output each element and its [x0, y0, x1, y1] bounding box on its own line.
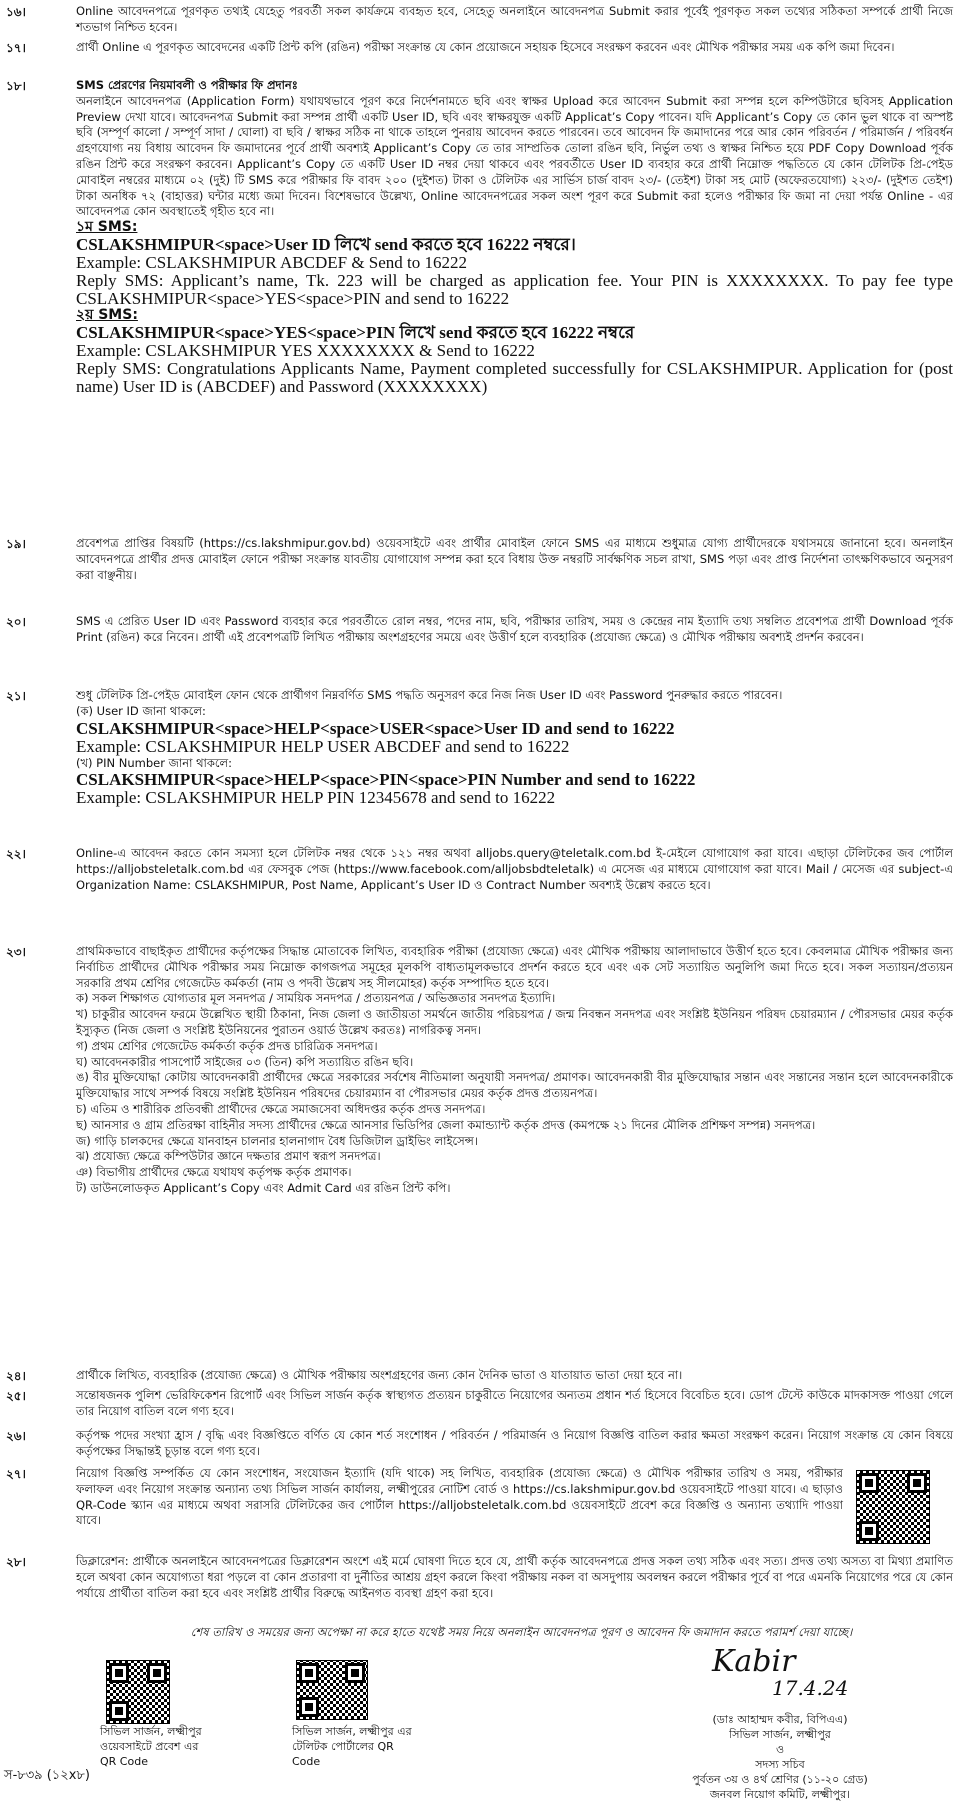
caption-line: সিভিল সার্জন, লক্ষ্মীপুর এর: [292, 1725, 412, 1738]
qr-left-caption: [100, 1724, 202, 1769]
clause-number: ২৭।: [6, 1467, 26, 1481]
sms1-example: Example: CSLAKSHMIPUR ABCDEF & Send to 16222: [76, 252, 468, 272]
sms2-heading: ২য় SMS:: [76, 306, 138, 323]
qr-code-icon: [296, 1660, 368, 1720]
caption-line: QR Code: [100, 1755, 148, 1768]
signatory-block: [610, 1712, 950, 1802]
clause-number: ২৮।: [6, 1555, 26, 1569]
caption-line: ওয়েবসাইটে প্রবেশ এর: [100, 1740, 199, 1753]
closing-note: শেষ তারিখ ও সময়ের জন্য অপেক্ষা না করে হাতে যথেষ্ট সময় নিয়ে অনলাইন আবেদনপত্র পূরণ ও আবেদন ফি জমাদান করতে পরামর্শ দেয়া যাচ্ছে।: [190, 1625, 853, 1639]
caption-line: সিভিল সার্জন, লক্ষ্মীপুর: [100, 1725, 202, 1738]
clause-number: ১৭।: [6, 41, 26, 55]
pin-label: (খ) PIN Number জানা থাকলে:: [76, 755, 232, 770]
signature-date: 17.4.24: [772, 1676, 849, 1700]
clause-number: ২৪।: [6, 1369, 26, 1383]
user-id-line: CSLAKSHMIPUR<space>HELP<space>USER<space>User ID and send to 16222: [76, 718, 675, 738]
qr-code-icon: [856, 1470, 930, 1544]
clause-text: নিয়োগ বিজ্ঞপ্তি সম্পর্কিত যে কোন সংশোধন, সংযোজন ইত্যাদি (যদি থাকে) সহ লিখিত, ব্যবহারিক (প্রযোজ্য ক্ষেত্রে) ও মৌখিক পরীক্ষার তারিখ ও সময়, পরীক্ষার ফলাফল এবং নিয়োগ সংক্রান্ত অন্যান্য তথ্য সিভিল সার্জন কার্যালয়, লক্ষ্মীপুরের নোটিশ বোর্ড ও https://cs.lakshmipur.gov.bd ওয়েবসাইটে পাওয়া যাবে। এ ছাড়াও QR-Code স্ক্যান এর মাধ্যমে অথবা সরাসরি টেলিটকের জব পোর্টাল https://alljobsteletalk.com.bd ওয়েবসাইটে প্রবেশ করে বিজ্ঞপ্তি ও অন্যান্য তথ্যাদি পাওয়া যাবে।: [76, 1466, 843, 1528]
clause-number: ২৫।: [6, 1389, 26, 1403]
doc-list-item: গ) প্রথম শ্রেণির গেজেটেড কর্মকর্তা কর্তৃক প্রদত্ত চারিত্রিক সনদপত্র।: [76, 1038, 378, 1053]
clause-text: প্রার্থী Online এ পূরণকৃত আবেদনের একটি প্রিন্ট কপি (রঙিন) পরীক্ষা সংক্রান্ত যে কোন প্রয়োজনে সহায়ক হিসেবে সংরক্ষণ করবেন এবং মৌখিক পরীক্ষার সময় এক কপি জমা দিবেন।: [76, 40, 895, 54]
sms2-example: Example: CSLAKSHMIPUR YES XXXXXXXX & Send to 16222: [76, 340, 535, 360]
clause-number: ২৬।: [6, 1429, 26, 1443]
clause-title: SMS প্রেরণের নিয়মাবলী ও পরীক্ষার ফি প্রদানঃ: [76, 78, 298, 92]
qr-code-icon: [106, 1660, 170, 1724]
doc-list-item: ঝ) প্রযোজ্য ক্ষেত্রে কম্পিউটার জ্ঞানে দক্ষতার প্রমাণ স্বরূপ সনদপত্র।: [76, 1149, 381, 1164]
pin-example: Example: CSLAKSHMIPUR HELP PIN 12345678 and send to 16222: [76, 788, 556, 808]
clause-text: SMS এ প্রেরিত User ID এবং Password ব্যবহার করে পরবর্তীতে রোল নম্বর, পদের নাম, ছবি, পরীক্ষার তারিখ, সময় ও কেন্দ্রের নাম ইত্যাদি তথ্য সম্বলিত প্রবেশপত্র প্রার্থী Download পূর্বক Print (রঙিন) করে নিবেন। প্রার্থী এই প্রবেশপত্রটি লিখিত পরীক্ষায় অংশগ্রহণের সময়ে এবং উত্তীর্ণ হলে ব্যবহারিক (প্রযোজ্য ক্ষেত্রে) ও মৌখিক পরীক্ষায় অবশ্যই প্রদর্শন করবেন।: [76, 614, 953, 644]
committee-line: জনবল নিয়োগ কমিটি, লক্ষ্মীপুর।: [709, 1788, 851, 1801]
caption-line: Code: [292, 1755, 321, 1768]
doc-list-item: জ) গাড়ি চালকদের ক্ষেত্রে যানবাহন চালনার হালনাগাদ বৈধ ডিজিটাল ড্রাইভিং লাইসেন্স।: [76, 1133, 478, 1148]
clause-text: প্রার্থীকে লিখিত, ব্যবহারিক (প্রযোজ্য ক্ষেত্রে) ও মৌখিক পরীক্ষায় অংশগ্রহণের জন্য কোন দৈনিক ভাতা ও যাতায়াত ভাতা দেয়া হবে না।: [76, 1368, 683, 1382]
clause-number: ২৩।: [6, 945, 26, 959]
doc-list-item: ঘ) আবেদনকারীর পাসপোর্ট সাইজের ০৩ (তিন) কপি সত্যায়িত রঙিন ছবি।: [76, 1054, 414, 1069]
sms2-line: CSLAKSHMIPUR<space>YES<space>PIN লিখে send করতে হবে 16222 নম্বরে: [76, 322, 635, 342]
clause-text: প্রবেশপত্র প্রাপ্তির বিষয়টি (https://cs.lakshmipur.gov.bd) ওয়েবসাইটে এবং প্রার্থীর মোবাইল ফোনে SMS এর মাধ্যমে শুধুমাত্র যোগ্য প্রার্থীদেরকে যথাসময়ে জানানো হবে। অনলাইন আবেদনপত্রে প্রার্থীর প্রদত্ত মোবাইল ফোনে পরীক্ষা সংক্রান্ত যাবতীয় যোগাযোগ সম্পন্ন করা হবে বিধায় উক্ত নম্বরটি সার্বক্ষণিক সচল রাখা, SMS পড়া এবং প্রাপ্ত নির্দেশনা তাৎক্ষণিকভাবে অনুসরণ করা বাঞ্ছনীয়।: [76, 536, 953, 582]
signatory-name: (ডাঃ আহাম্মদ কবীর, বিপিএএ): [712, 1713, 848, 1726]
footer-code: স-৮৩৯ (১২x৮): [4, 1768, 90, 1783]
clause-number: ২১।: [6, 689, 26, 703]
clause-text: কর্তৃপক্ষ পদের সংখ্যা হ্রাস / বৃদ্ধি এবং বিজ্ঞপ্তিতে বর্ণিত যে কোন শর্ত সংশোধন / পরিবর্তন / পরিমার্জন ও নিয়োগ বিজ্ঞপ্তি বাতিল করার ক্ষমতা সংরক্ষণ করেন। নিয়োগ সংক্রান্ত যে কোন বিষয়ে কর্তৃপক্ষের সিদ্ধান্তই চূড়ান্ত বলে গণ্য হবে।: [76, 1428, 953, 1458]
clause-text: অনলাইনে আবেদনপত্র (Application Form) যথাযথভাবে পূরণ করে নির্দেশনামতে ছবি এবং স্বাক্ষর Upload করে আবেদন Submit করা সম্পন্ন হলে কম্পিউটারে ছবিসহ Application Preview দেখা যাবে। আবেদনপত্র Submit করা সম্পন্ন প্রার্থী একটি User ID, ছবি এবং স্বাক্ষরযুক্ত একটি Applicat’s Copy পাবেন। যদি Applicant’s Copy তে কোন ভুল থাকে বা অস্পষ্ট ছবি (সম্পূর্ণ কালো / সম্পূর্ণ সাদা / ঘোলা) বা ছবি / স্বাক্ষর সঠিক না থাকে তাহলে পুনরায় আবেদন করতে পারবেন। তবে আবেদন ফি জমাদানের পরে আর কোন পরিবর্তন / পরিমার্জন / পরিবর্ধন গ্রহণযোগ্য নয় বিধায় আবেদন ফি জমাদানের পূর্বে প্রার্থী অবশ্যই Applicant’s Copy তে তার সাম্প্রতিক তোলা রঙিন ছবি, নির্ভুল তথ্য ও স্বাক্ষর নিশ্চিত হয়ে PDF Copy Download পূর্বক রঙিন প্রিন্ট করে সংরক্ষণ করবেন। Applicant’s Copy তে একটি User ID নম্বর দেয়া থাকবে এবং পরবর্তীতে User ID ব্যবহার করে প্রার্থী নিম্নোক্ত পদ্ধতিতে যে কোন টেলিটক প্রি-পেইড মোবাইল নম্বরের মাধ্যমে ০২ (দুই) টি SMS করে পরীক্ষার ফি বাবদ ২০০ (দুইশত) টাকা ও টেলিটক এর সার্ভিস চার্জ বাবদ ২৩/- (তেইশ) টাকা সহ মোট (অফেরতযোগ্য) ২২৩/- (দুইশত তেইশ) টাকা অনধিক ৭২ (বাহাত্তর) ঘন্টার মধ্যে জমা দিবেন। বিশেষভাবে উল্লেখ্য, Online আবেদনপত্রের সকল অংশ পূরণ করে Submit করা হলেও পরীক্ষার ফি জমা না দেয়া পর্যন্ত Online - এর আবেদনপত্র কোন অবস্থাতেই গৃহীত হবে না।: [76, 93, 953, 219]
doc-list-item: চ) এতিম ও শারীরিক প্রতিবন্ধী প্রার্থীদের ক্ষেত্রে সমাজসেবা অধিদপ্তর কর্তৃক প্রদত্ত সনদপত্র।: [76, 1101, 486, 1116]
clause-number: ২২।: [6, 847, 26, 861]
signatory-title: সিভিল সার্জন, লক্ষ্মীপুর: [729, 1728, 831, 1741]
user-id-label: (ক) User ID জানা থাকলে:: [76, 703, 206, 718]
clause-text: শুধু টেলিটক প্রি-পেইড মোবাইল ফোন থেকে প্রার্থীগণ নিম্নবর্ণিত SMS পদ্ধতি অনুসরণ করে নিজ নিজ User ID এবং Password পুনরুদ্ধার করতে পারবেন।: [76, 688, 783, 702]
sms1-line: CSLAKSHMIPUR<space>User ID লিখে send করতে হবে 16222 নম্বরে।: [76, 234, 576, 254]
clause-number: ২০।: [6, 615, 26, 629]
committee-line: পুর্বতন ৩য় ও ৪র্থ শ্রেণির (১১-২০ গ্রেড): [692, 1773, 868, 1786]
doc-list-item: ট) ডাউনলোডকৃত Applicant’s Copy এবং Admit Card এর রঙিন প্রিন্ট কপি।: [76, 1180, 451, 1195]
pin-line: CSLAKSHMIPUR<space>HELP<space>PIN<space>PIN Number and send to 16222: [76, 770, 696, 790]
clause-number: ১৯।: [6, 537, 26, 551]
doc-list-item: খ) চাকুরীর আবেদন ফরমে উল্লেখিত স্থায়ী ঠিকানা, নিজ জেলা ও জাতীয়তা সমর্থনে জাতীয় পরিচয়পত্র / জন্ম নিবন্ধন সনদপত্র এবং সংশ্লিষ্ট ইউনিয়ন পরিষদ চেয়ারম্যান / পৌরসভার মেয়র কর্তৃক ইস্যুকৃত (নিজ জেলা ও সংশ্লিষ্ট ইউনিয়নের পুরাতন ওয়ার্ড উল্লেখ করতঃ) নাগরিকত্ব সনদ।: [76, 1007, 953, 1037]
qr-mid-caption: [292, 1724, 412, 1769]
clause-text: Online-এ আবেদন করতে কোন সমস্যা হলে টেলিটক নম্বর থেকে ১২১ নম্বর অথবা alljobs.query@teletalk.com.bd ই-মেইলে যোগাযোগ করা যাবে। এছাড়া টেলিটকের জব পোর্টাল https://alljobsteletalk.com.bd এর ফেসবুক পেজ (https://www.facebook.com/alljobsbdteletalk) এ মেসেজ এর মাধ্যমে যোগাযোগ করা যাবে। Mail / মেসেজ এর subject-এ Organization Name: CSLAKSHMIPUR, Post Name, Applicant’s User ID ও Contract Number অবশ্যই উল্লেখ করতে হবে।: [76, 846, 953, 892]
clause-number: ১৬।: [6, 5, 26, 19]
signature: Kabir: [712, 1644, 796, 1679]
sms2-reply: Reply SMS: Congratulations Applicants Name, Payment completed successfully for CSLAKSHMIPUR. Application for (post name) User ID is (ABCDEF) and Password (XXXXXXXX): [76, 358, 953, 396]
user-id-example: Example: CSLAKSHMIPUR HELP USER ABCDEF and send to 16222: [76, 736, 570, 756]
clause-text: ডিক্লারেশন: প্রার্থীকে অনলাইনে আবেদনপত্রের ডিক্লারেশন অংশে এই মর্মে ঘোষণা দিতে হবে যে, প্রার্থী কর্তৃক আবেদনপত্রে প্রদত্ত সকল তথ্য সঠিক এবং সত্য। প্রদত্ত তথ্য অসত্য বা মিথ্যা প্রমাণিত হলে অথবা কোন অযোগ্যতা ধরা পড়লে বা কোন প্রতারণা বা দুর্নীতির আশ্রয় গ্রহণ করলে কিংবা পরীক্ষায় নকল বা অসদুপায় অবলম্বন করলে পরীক্ষার পূর্বে বা পরে এমনকি নিয়োগের পরে যে কোন পর্যায়ে প্রার্থীতা বাতিল করা হবে এবং সংশ্লিষ্ট প্রার্থীর বিরুদ্ধে আইনগত ব্যবস্থা গ্রহণ করা হবে।: [76, 1554, 953, 1600]
doc-list-item: ছ) আনসার ও গ্রাম প্রতিরক্ষা বাহিনীর সদস্য প্রার্থীদের ক্ষেত্রে আনসার ভিডিপির জেলা কমান্ড্যান্ট কর্তৃক প্রদত্ত (কমপক্ষে ২১ দিনের মৌলিক প্রশিক্ষণ সম্পন্ন) সনদপত্র।: [76, 1117, 816, 1132]
doc-list-item: ক) সকল শিক্ষাগত যোগ্যতার মূল সনদপত্র / সাময়িক সনদপত্র / প্রত্যয়নপত্র / অভিজ্ঞতার সনদপত্র ইত্যাদি।: [76, 991, 556, 1006]
clause-number: ১৮।: [6, 79, 26, 93]
clause-text: প্রাথমিকভাবে বাছাইকৃত প্রার্থীদের কর্তৃপক্ষের সিদ্ধান্ত মোতাবেক লিখিত, ব্যবহারিক পরীক্ষা (প্রযোজ্য ক্ষেত্রে) এবং মৌখিক পরীক্ষায় আলাদাভাবে উত্তীর্ণ হতে হবে। কেবলমাত্র মৌখিক পরীক্ষার জন্য নির্বাচিত প্রার্থীদের মৌখিক পরীক্ষার সময় নিম্নোক্ত কাগজপত্র সমূহের মূলকপি বাধ্যতামূলকভাবে প্রদর্শন করতে হবে এবং এক সেট সত্যায়িত অনুলিপি জমা দিতে হবে। সকল সত্যায়ন/প্রত্যয়ন সরকারি প্রথম শ্রেণির গেজেটেড কর্মকর্তা (নাম ও পদবী উল্লেখ সহ সীলমোহর) কর্তৃক সম্পাদিত হতে হবে।: [76, 944, 953, 990]
clause-text: Online আবেদনপত্রে পূরণকৃত তথ্যই যেহেতু পরবর্তী সকল কার্যক্রমে ব্যবহৃত হবে, সেহেতু অনলাইনে আবেদনপত্র Submit করার পূর্বেই পূরণকৃত সকল তথ্যের সঠিকতা সম্পর্কে প্রার্থী নিজে শতভাগ নিশ্চিত হবেন।: [76, 4, 953, 34]
clause-text: সন্তোষজনক পুলিশ ভেরিফিকেশন রিপোর্ট এবং সিভিল সার্জন কর্তৃক স্বাস্থ্যগত প্রত্যয়ন চাকুরীতে নিয়োগের অন্যতম প্রধান শর্ত হিসেবে বিবেচিত হবে। ডোপ টেস্টে কাউকে মাদকাসক্ত পাওয়া গেলে তার নিয়োগ বাতিল বলে গণ্য হবে।: [76, 1388, 953, 1418]
sms1-reply: Reply SMS: Applicant’s name, Tk. 223 will be charged as application fee. Your PIN is XXXXXXXX. To pay fee type CSLAKSHMIPUR<space>YES<space>PIN and send to 16222: [76, 270, 953, 308]
doc-list-item: ঙ) বীর মুক্তিযোদ্ধা কোটায় আবেদনকারী প্রার্থীদের ক্ষেত্রে সরকারের সর্বশেষ নীতিমালা অনুযায়ী সনদপত্র/ প্রমাণক। আবেদনকারী বীর মুক্তিযোদ্ধার সন্তান এবং সন্তানের সন্তান হলে আবেদনকারীকে মুক্তিযোদ্ধার সাথে সম্পর্ক বিষয়ে সংশ্লিষ্ট ইউনিয়ন পরিষদের চেয়ারম্যান বা পৌরসভার মেয়র কর্তৃক প্রদত্ত প্রত্যয়নপত্র।: [76, 1070, 953, 1101]
signatory-and: ও: [775, 1743, 785, 1756]
signatory-role: সদস্য সচিব: [755, 1758, 805, 1771]
doc-list-item: ঞ) বিভাগীয় প্রার্থীদের ক্ষেত্রে যথাযথ কর্তৃপক্ষ কর্তৃক প্রমাণক।: [76, 1165, 352, 1180]
sms1-heading: ১ম SMS:: [76, 219, 138, 236]
caption-line: টেলিটক পোর্টালের QR: [292, 1740, 394, 1753]
